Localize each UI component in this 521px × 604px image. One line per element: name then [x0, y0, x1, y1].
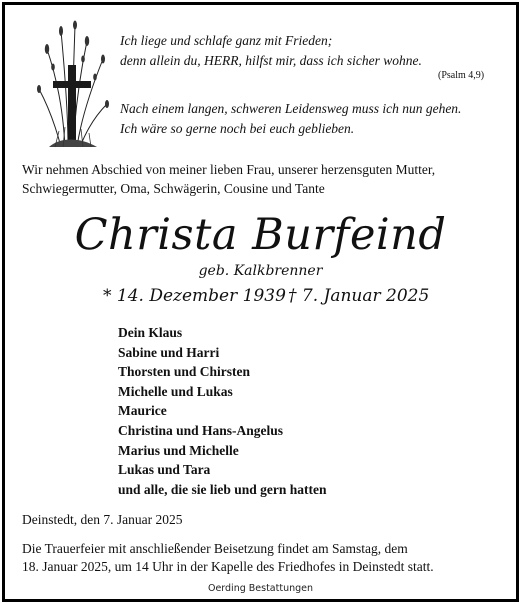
verse1-line-2: denn allein du, HERR, hilfst mir, dass ich sicher wohne.	[120, 53, 422, 68]
mourner-name: Dein Klaus	[118, 325, 183, 340]
verse-reference: (Psalm 4,9)	[438, 70, 485, 81]
obituary-frame	[2, 2, 519, 602]
intro-line-1: Wir nehmen Abschied von meiner lieben Frau, unserer herzensguten Mutter,	[22, 162, 436, 177]
funeral-line-2: 18. Januar 2025, um 14 Uhr in der Kapelle des Friedhofes in Deinstedt statt.	[22, 559, 434, 574]
funeral-line-1: Die Trauerfeier mit anschließender Beisetzung findet am Samstag, dem	[22, 541, 408, 556]
mourner-name: Michelle und Lukas	[118, 383, 233, 399]
funeral-home-footer: Oerding Bestattungen	[207, 583, 314, 594]
obituary-content	[5, 5, 516, 599]
place-date: Deinstedt, den 7. Januar 2025	[22, 512, 183, 527]
mourner-name: und alle, die sie lieb und gern hatten	[118, 481, 327, 497]
verse2-line-1: Nach einem langen, schweren Leidensweg muss ich nun gehen.	[120, 101, 462, 116]
maiden-name: geb. Kalkbrenner	[198, 263, 323, 279]
verse1-line-1: Ich liege und schlafe ganz mit Frieden;	[120, 33, 333, 48]
mourner-name: Lukas und Tara	[118, 462, 211, 478]
mourner-name: Sabine und Harri	[118, 344, 220, 360]
cross-with-grass-icon	[35, 19, 110, 149]
death-date: † 7. Januar 2025	[288, 286, 430, 306]
mourners-list	[118, 323, 327, 499]
mourner-name: Christina und Hans-Angelus	[118, 422, 284, 438]
mourner-name: Marius und Michelle	[118, 442, 239, 458]
intro-line-2: Schwiegermutter, Oma, Schwägerin, Cousine und Tante	[22, 181, 325, 196]
mourner-name: Thorsten und Chirsten	[118, 364, 251, 380]
verse2-line-2: Ich wäre so gerne noch bei euch geblieben.	[120, 121, 355, 136]
deceased-name: Christa Burfeind	[74, 210, 447, 260]
mourner-name: Maurice	[118, 403, 167, 419]
birth-date: * 14. Dezember 1939	[103, 286, 286, 306]
